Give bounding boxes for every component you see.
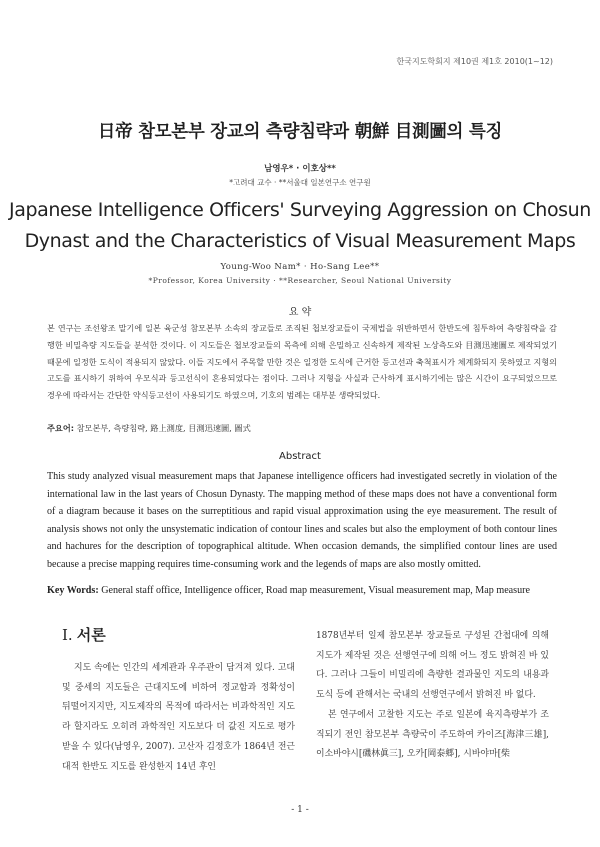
summary-heading: 요 약 <box>288 307 312 318</box>
page-number: - 1 - <box>291 805 309 815</box>
korean-title: 日帝 참모본부 장교의 측량침략과 朝鮮 目測圖의 특징 <box>97 122 503 142</box>
english-keywords-label: Key Words: <box>47 585 99 596</box>
korean-authors: 남영우* · 이호상** <box>264 164 336 174</box>
english-keywords <box>47 585 567 596</box>
korean-keywords-label: 주요어: <box>47 423 75 433</box>
english-title: Japanese Intelligence Officers' Surveying Aggression on Chosun Dynast and the Characteristics of Visual Measurement Maps <box>9 199 591 252</box>
korean-affiliation: *고려대 교수 · **서울대 일본연구소 연구원 <box>229 178 371 187</box>
body-paragraph: 본 연구에서 고찰한 지도는 주로 일본에 육지측량부가 조직되기 전인 참모본부 측량국이 주도하여 카이즈[海津三雄], 이소바야시[磯林眞三], 오카[岡泰郷], 시바야마[柴 <box>316 709 549 760</box>
english-authors: Young-Woo Nam* · Ho-Sang Lee** <box>220 262 380 272</box>
english-abstract: This study analyzed visual measurement maps that Japanese intelligence officers had investigated secretly in violation of the international law in the last years of Chosun Dynasty. The mapping method of these maps does not have a conventional form of a diagram because it bases on the surreptitious and rapid visual approximation using the eye measurement. The result of analysis shows not only the unsystematic indication of contour lines and scales but also the employment of both contour lines and hachures for the description of topographical altitude. When occasion demands, the simplified contour lines are used because a precise mapping requires time-consuming work and the legends of maps are also mostly omitted. <box>47 471 557 570</box>
korean-keywords-text: 참모본부, 측량침략, 路上測度, 目測迅速圖, 圖式 <box>76 423 251 433</box>
section-number: I. <box>62 626 73 644</box>
section-title: 서론 <box>76 626 106 644</box>
section-heading <box>62 624 106 645</box>
body-column-right <box>316 627 549 765</box>
journal-header: 한국지도학회지 제10권 제1호 2010(1~12) <box>396 57 553 66</box>
abstract-heading: Abstract <box>279 451 321 462</box>
body-paragraph: 지도 속에는 인간의 세계관과 우주관이 담겨져 있다. 고대 및 중세의 지도들은 근대지도에 비하여 정교함과 정확성이 뒤떨어지지만, 지도제작의 목적에 따라서는 비과학적인 지도라 할지라도 오히려 과학적인 지도보다 더 값진 지도로 평가받을 수 있다(남영우, 2007). 고산자 김정호가 1864년 전근대적 한반도 지도를 완성한지 14년 후인 <box>62 663 295 772</box>
english-keywords-text: General staff office, Intelligence officer, Road map measurement, Visual measurement map, Map measure <box>101 585 530 596</box>
body-paragraph: 1878년부터 일제 참모본부 장교들로 구성된 간첩대에 의해 지도가 제작된 것은 선행연구에 의해 어느 정도 밝혀진 바 있다. 그러나 그들이 비밀리에 측량한 결과물인 지도의 내용과 도식 등에 관해서는 국내의 선행연구에서 밝혀진 바 없다. <box>316 631 549 701</box>
korean-keywords <box>47 423 557 434</box>
korean-summary: 본 연구는 조선왕조 말기에 일본 육군성 참모본부 소속의 장교들로 조직된 첩보장교들이 국제법을 위반하면서 한반도에 침투하여 측량침략을 감행한 비밀측량 지도들을 분석한 것이다. 이 지도들은 첩보장교들의 목측에 의해 은밀하고 신속하게 제작된 노상측도와 目測迅速圖로 제작되었기 때문에 일정한 도식이 적용되지 않았다. 이들 지도에서 주목할 만한 것은 일정한 도식에 근거한 등고선과 축척표시가 체계화되지 못하였고 지형의 고도를 표시하기 위하여 우모식과 등고선식이 혼용되었다는 점이다. 그러나 지형을 사실과 근사하게 표시하기에는 많은 시간이 요구되었으므로 경우에 따라서는 간단한 약식등고선이 사용되기도 하였으며, 기호의 범례는 대부분 생략되었다. <box>47 323 557 401</box>
body-column-left <box>62 659 295 777</box>
english-affiliation: *Professor, Korea University · **Researcher, Seoul National University <box>148 276 452 285</box>
